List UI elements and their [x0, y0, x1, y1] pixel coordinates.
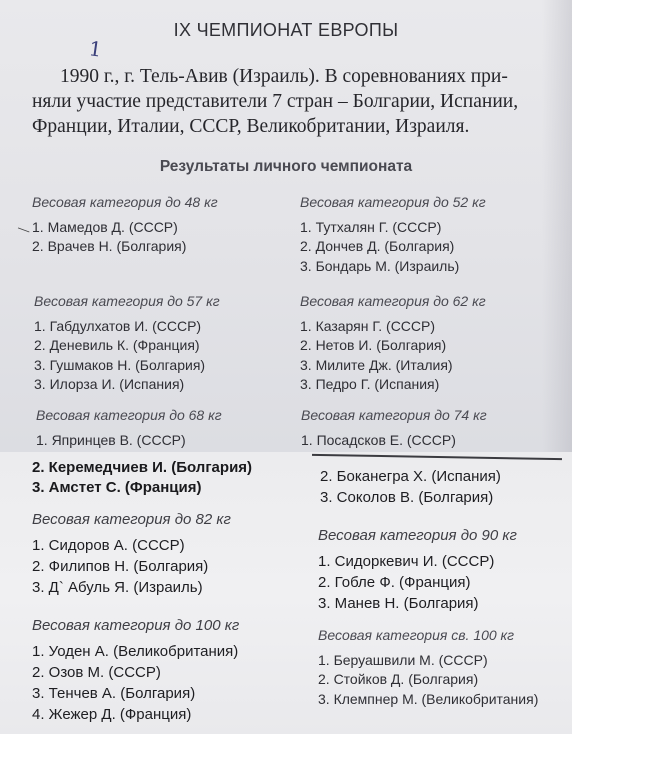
page-divider-line: [312, 454, 562, 460]
category-title: Весовая категория до 74 кг: [301, 407, 487, 423]
result-entry: 1. Япринцев В. (СССР): [36, 431, 186, 448]
result-entry: 3. Д` Абуль Я. (Израиль): [32, 578, 203, 596]
category-over-100kg: [318, 626, 568, 709]
result-entry: 2. Боканегра Х. (Испания): [320, 468, 501, 485]
intro-paragraph: [32, 64, 552, 139]
result-entry: 2. Нетов И. (Болгария): [300, 337, 447, 353]
result-entry: 2. Гобле Ф. (Франция): [318, 573, 471, 591]
category-68kg-continued: [32, 458, 302, 497]
result-entry: 1. Мамедов Д. (СССР): [32, 218, 178, 235]
result-entry: 3. Бондарь М. (Израиль): [300, 257, 460, 274]
intro-line: няли участие представители 7 стран – Болгарии, Испании,: [32, 91, 519, 112]
result-entry: 3. Манев Н. (Болгария): [318, 594, 479, 612]
result-entry: 2. Стойков Д. (Болгария): [318, 671, 479, 687]
result-entry: 3. Клемпнер М. (Великобритания): [318, 690, 539, 707]
result-entry: 3. Гушмаков Н. (Болгария): [34, 356, 206, 373]
category-48kg: [32, 193, 302, 257]
category-title: Весовая категория до 68 кг: [36, 407, 222, 423]
category-90kg: [318, 526, 572, 614]
intro-line: 1990 г., г. Тель-Авив (Израиль). В соревнованиях при-: [60, 66, 508, 87]
category-74kg: [301, 406, 571, 450]
result-entry: 2. Филипов Н. (Болгария): [32, 557, 209, 575]
result-entry: 3. Соколов В. (Болгария): [320, 489, 494, 506]
result-entry: 4. Жежер Д. (Франция): [32, 705, 192, 723]
category-title: Весовая категория до 48 кг: [32, 194, 218, 210]
category-74kg-continued: [320, 466, 572, 508]
result-entry: 3. Амстет С. (Франция): [32, 478, 202, 496]
page-photo-bottom: [0, 452, 572, 734]
result-entry: 1. Сидоров А. (СССР): [32, 536, 185, 554]
result-entry: 3. Милите Дж. (Италия): [300, 356, 453, 373]
section-subtitle: Результаты личного чемпионата: [159, 158, 413, 175]
result-entry: 3. Илорза И. (Испания): [34, 376, 185, 392]
category-82kg: [32, 510, 302, 598]
category-title: Весовая категория до 52 кг: [300, 194, 486, 210]
category-57kg: [34, 292, 304, 395]
category-title: Весовая категория до 90 кг: [318, 527, 517, 544]
result-entry: 2. Керемедчиев И. (Болгария): [32, 459, 253, 476]
result-entry: 1. Тутхалян Г. (СССР): [300, 218, 442, 235]
result-entry: 2. Врачев Н. (Болгария): [32, 238, 187, 254]
result-entry: 2. Деневиль К. (Франция): [34, 337, 200, 353]
category-62kg: [300, 292, 570, 395]
result-entry: 1. Габдулхатов И. (СССР): [34, 317, 202, 334]
category-title: Весовая категория до 57 кг: [34, 293, 220, 309]
result-entry: 2. Дончев Д. (Болгария): [300, 238, 455, 254]
category-title: Весовая категория до 100 кг: [32, 617, 240, 634]
category-68kg: [36, 406, 306, 450]
result-entry: 1. Уоден А. (Великобритания): [32, 642, 239, 660]
result-entry: 1. Посадсков Е. (СССР): [301, 431, 456, 448]
result-entry: 2. Озов М. (СССР): [32, 663, 161, 681]
category-52kg: [300, 193, 570, 276]
pencil-tick-mark: —: [15, 220, 33, 238]
page-title: IX ЧЕМПИОНАТ ЕВРОПЫ: [173, 20, 399, 40]
category-title: Весовая категория св. 100 кг: [318, 627, 515, 643]
result-entry: 3. Тенчев А. (Болгария): [32, 684, 196, 702]
intro-line: Франции, Италии, СССР, Великобритании, Израиля.: [32, 116, 470, 137]
result-entry: 1. Казарян Г. (СССР): [300, 317, 436, 334]
category-100kg: [32, 616, 302, 725]
result-entry: 1. Сидоркевич И. (СССР): [318, 552, 495, 570]
result-entry: 1. Беруашвили М. (СССР): [318, 651, 488, 668]
pencil-annotation: 1: [87, 36, 104, 62]
result-entry: 3. Педро Г. (Испания): [300, 376, 440, 392]
category-title: Весовая категория до 62 кг: [300, 293, 486, 309]
category-title: Весовая категория до 82 кг: [32, 511, 231, 528]
